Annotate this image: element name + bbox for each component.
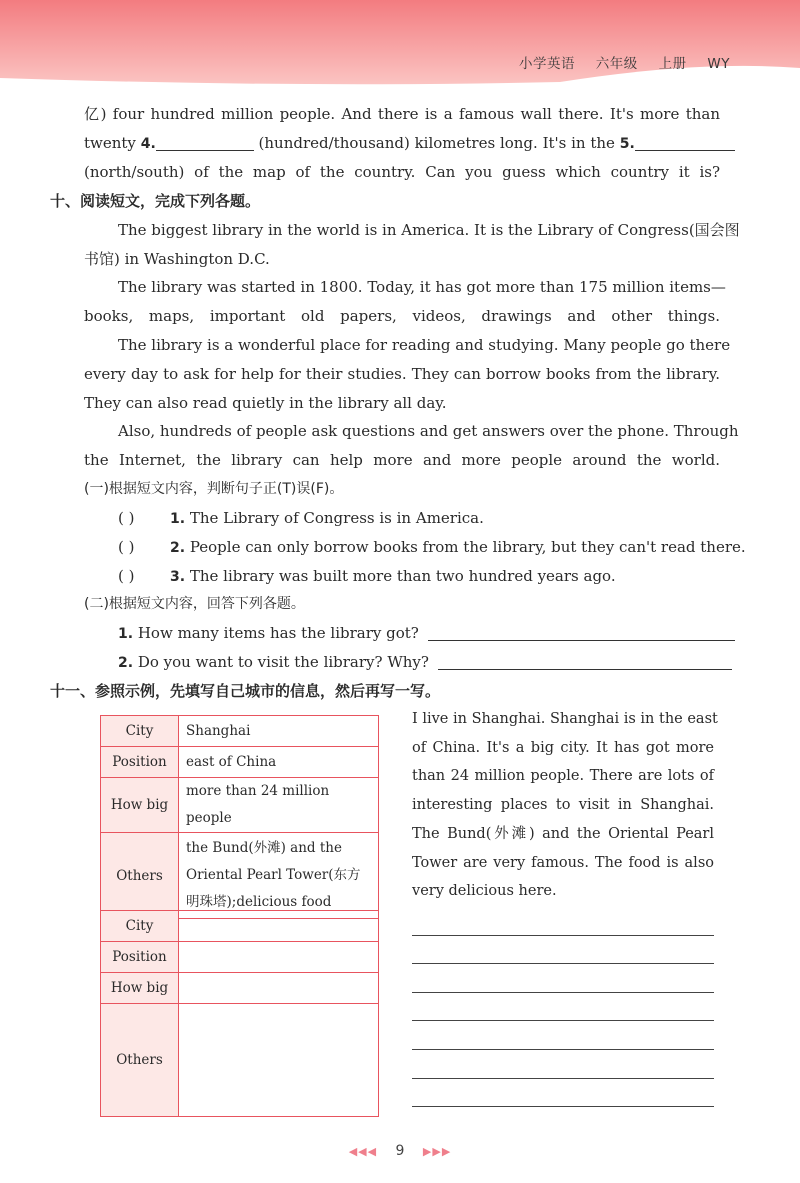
position-input[interactable] bbox=[179, 942, 379, 973]
header-subject: 小学英语 bbox=[519, 56, 575, 72]
section11-title: 十一、参照示例，先填写自己城市的信息，然后再写一写。 bbox=[50, 682, 441, 700]
label-others: Others bbox=[101, 833, 179, 919]
page-number: 9 bbox=[395, 1143, 405, 1159]
example-how-big: more than 24 million people bbox=[179, 778, 379, 833]
example-city: Shanghai bbox=[179, 716, 379, 747]
qa-question: 2. Do you want to visit the library? Why? bbox=[118, 652, 720, 673]
answer-parentheses[interactable]: ( ) bbox=[118, 567, 135, 585]
reading-line: The library was started in 1800. Today, it has got more than 175 million items— bbox=[118, 278, 726, 296]
label-how-big: How big bbox=[101, 973, 179, 1004]
tf-question: ( ) 2. People can only borrow books from the library, but they can't read there. bbox=[118, 538, 746, 556]
header-grade: 六年级 bbox=[595, 56, 638, 72]
header-info bbox=[503, 52, 730, 72]
city-input[interactable] bbox=[179, 911, 379, 942]
header-edition: WY bbox=[707, 56, 730, 72]
others-input[interactable] bbox=[179, 1004, 379, 1117]
part1-title: (一)根据短文内容，判断句子正(T)误(F)。 bbox=[84, 481, 344, 497]
passage-line-blanks: twenty 4. (hundred/thousand) kilometres long. It's in the 5. bbox=[84, 133, 720, 154]
left-arrows-icon: ◀◀◀ bbox=[348, 1145, 378, 1158]
part2-title: (二)根据短文内容，回答下列各题。 bbox=[84, 596, 305, 612]
q4-number: 4. bbox=[140, 136, 156, 152]
writing-line[interactable] bbox=[412, 963, 714, 964]
reading-line: the Internet, the library can help more and more people around the world. bbox=[84, 451, 720, 469]
blank-table bbox=[100, 910, 379, 1117]
q5-number: 5. bbox=[619, 136, 635, 152]
reading-line: The biggest library in the world is in America. It is the Library of Congress(国会图 bbox=[118, 221, 740, 239]
right-arrows-icon: ▶▶▶ bbox=[422, 1145, 452, 1158]
q4-blank[interactable] bbox=[156, 135, 254, 151]
reading-line: every day to ask for help for their studies. They can borrow books from the library. bbox=[84, 365, 720, 383]
tf-question: ( ) 3. The library was built more than two hundred years ago. bbox=[118, 567, 616, 585]
reading-line: Also, hundreds of people ask questions and get answers over the phone. Through bbox=[118, 422, 739, 440]
label-position: Position bbox=[101, 747, 179, 778]
answer-line[interactable] bbox=[428, 625, 735, 641]
passage-line: 亿) four hundred million people. And there is a famous wall there. It's more than bbox=[84, 105, 720, 123]
label-how-big: How big bbox=[101, 778, 179, 833]
writing-line[interactable] bbox=[412, 1020, 714, 1021]
writing-line[interactable] bbox=[412, 1049, 714, 1050]
answer-parentheses[interactable]: ( ) bbox=[118, 538, 135, 556]
answer-parentheses[interactable]: ( ) bbox=[118, 509, 135, 527]
reading-line: The library is a wonderful place for reading and studying. Many people go there bbox=[118, 336, 731, 354]
writing-line[interactable] bbox=[412, 992, 714, 993]
reading-line: 书馆) in Washington D.C. bbox=[84, 250, 270, 268]
section10-title: 十、阅读短文，完成下列各题。 bbox=[50, 192, 261, 210]
label-city: City bbox=[101, 716, 179, 747]
tf-question: ( ) 1. The Library of Congress is in America. bbox=[118, 509, 484, 527]
header-band bbox=[0, 0, 800, 92]
label-position: Position bbox=[101, 942, 179, 973]
label-others: Others bbox=[101, 1004, 179, 1117]
answer-line[interactable] bbox=[438, 654, 732, 670]
passage-line: (north/south) of the map of the country. Can you guess which country it is? bbox=[84, 163, 720, 181]
label-city: City bbox=[101, 911, 179, 942]
reading-line: They can also read quietly in the library all day. bbox=[84, 394, 447, 412]
reading-line: books, maps, important old papers, videos, drawings and other things. bbox=[84, 307, 720, 325]
how-big-input[interactable] bbox=[179, 973, 379, 1004]
header-volume: 上册 bbox=[658, 56, 687, 72]
sample-paragraph: I live in Shanghai. Shanghai is in the east of China. It's a big city. It has got more than 24 million people. There are lots of interesting places to visit in Shanghai. The Bund(外滩) and the Oriental Pearl Tower are very famous. The food is also very delicious here. bbox=[412, 711, 718, 900]
qa-question: 1. How many items has the library got? bbox=[118, 623, 720, 644]
writing-line[interactable] bbox=[412, 1106, 714, 1107]
page-footer bbox=[0, 1143, 800, 1159]
q5-blank[interactable] bbox=[635, 135, 735, 151]
example-others: the Bund(外滩) and the Oriental Pearl Tower(东方 明珠塔);delicious food bbox=[179, 833, 379, 919]
writing-line[interactable] bbox=[412, 935, 714, 936]
example-table bbox=[100, 715, 379, 919]
writing-line[interactable] bbox=[412, 1078, 714, 1079]
example-position: east of China bbox=[179, 747, 379, 778]
